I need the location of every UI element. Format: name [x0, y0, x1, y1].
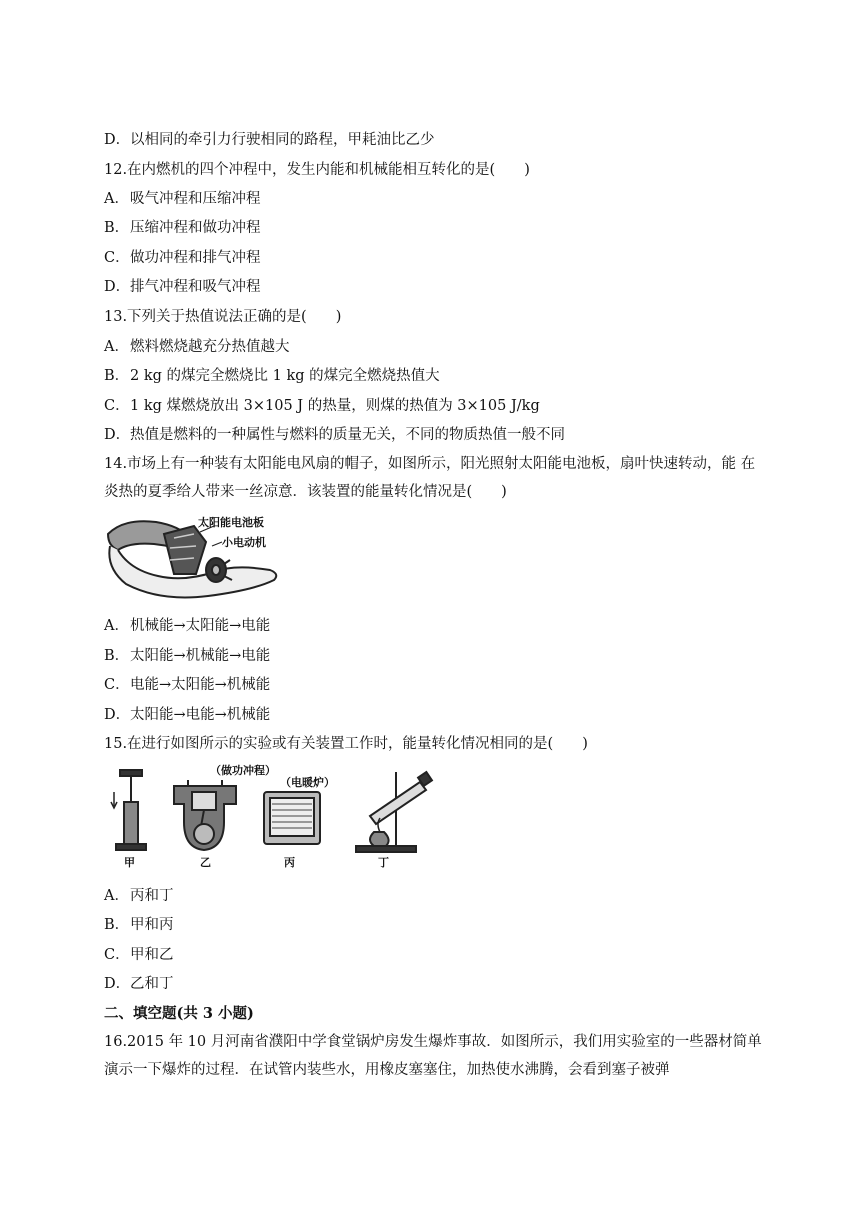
q15-option-a [104, 886, 174, 906]
option-letter: B． [104, 917, 130, 933]
option-text: 排气冲程和吸气冲程 [130, 279, 261, 295]
device-jia-pump [111, 770, 146, 850]
q15-option-c [104, 945, 174, 965]
option-text: 机械能→太阳能→电能 [130, 618, 271, 634]
section-heading: 二、填空题(共 3 小题) [104, 1005, 254, 1022]
option-letter: A． [104, 339, 129, 355]
option-text: 太阳能→电能→机械能 [130, 707, 271, 723]
option-text: 1 kg 煤燃烧放出 3×105 J 的热量，则煤的热值为 3×105 J/kg [130, 398, 540, 414]
option-text: 做功冲程和排气冲程 [130, 250, 261, 266]
device-yi-engine [174, 780, 236, 850]
q13-stem: 13.下列关于热值说法正确的是( ) [104, 309, 342, 325]
label-yi: 乙 [200, 856, 211, 869]
q16-text: 16.2015 年 10 月河南省濮阳中学食堂锅炉房发生爆炸事故．如图所示，我们用实验室的一些器材简单演示一下爆炸的过程．在试管内装些水，用橡皮塞塞住，加热使水沸腾，会看到塞子被弹 [104, 1034, 762, 1078]
q14-option-a [104, 616, 270, 636]
q14-option-b [104, 646, 270, 666]
option-text: 以相同的牵引力行驶相同的路程，甲耗油比乙少 [130, 132, 435, 148]
option-text: 电能→太阳能→机械能 [130, 677, 271, 693]
q14-option-c [104, 675, 270, 695]
option-text: 丙和丁 [130, 888, 174, 904]
label-jia: 甲 [124, 856, 135, 869]
option-letter: C． [104, 398, 130, 414]
q14-option-d [104, 705, 270, 725]
q12-option-b [104, 218, 261, 238]
label-ding: 丁 [378, 856, 389, 869]
q15-option-b [104, 915, 174, 935]
option-text: 甲和乙 [130, 947, 174, 963]
label-bing: 丙 [284, 856, 295, 869]
device-ding-test-tube [356, 772, 432, 852]
option-letter: C． [104, 947, 130, 963]
q12-option-a [104, 189, 261, 209]
option-text: 热值是燃料的一种属性与燃料的质量无关，不同的物质热值一般不同 [130, 427, 565, 443]
option-text: 吸气冲程和压缩冲程 [130, 191, 261, 207]
q12-option-d [104, 277, 261, 297]
option-text: 甲和丙 [130, 917, 174, 933]
option-letter: A． [104, 888, 129, 904]
option-letter: B． [104, 648, 130, 664]
option-letter: A． [104, 618, 129, 634]
q14-stem: 14.市场上有一种装有太阳能电风扇的帽子，如图所示，阳光照射太阳能电池板，扇叶快速转动，能 在炎热的夏季给人带来一丝凉意．该装置的能量转化情况是( ) [104, 456, 756, 500]
option-letter: D． [104, 707, 131, 723]
option-letter: C． [104, 250, 130, 266]
option-text: 燃料燃烧越充分热值越大 [130, 339, 290, 355]
option-text: 压缩冲程和做功冲程 [130, 220, 261, 236]
q15-stem: 15.在进行如图所示的实验或有关装置工作时，能量转化情况相同的是( ) [104, 736, 588, 752]
q15-option-d [104, 974, 174, 994]
energy-devices-figure [104, 762, 444, 876]
option-letter: D． [104, 279, 131, 295]
q12-stem: 12.在内燃机的四个冲程中，发生内能和机械能相互转化的是( ) [104, 162, 530, 178]
solar-fan-cap-figure [104, 512, 284, 604]
q11-option-d [104, 130, 435, 150]
q13-option-d [104, 425, 565, 445]
option-letter: C． [104, 677, 130, 693]
label-heater: （电暖炉） [280, 776, 335, 789]
label-power-stroke: （做功冲程） [210, 764, 276, 777]
q12-option-c [104, 248, 261, 268]
option-letter: D． [104, 976, 131, 992]
q13-option-a [104, 337, 290, 357]
option-text: 2 kg 的煤完全燃烧比 1 kg 的煤完全燃烧热值大 [130, 368, 440, 384]
option-text: 太阳能→机械能→电能 [130, 648, 271, 664]
label-small-motor: 小电动机 [222, 536, 266, 549]
option-text: 乙和丁 [130, 976, 174, 992]
option-letter: B． [104, 368, 130, 384]
q13-option-c [104, 396, 540, 416]
option-letter: D． [104, 427, 131, 443]
option-letter: A． [104, 191, 129, 207]
option-letter: D． [104, 132, 131, 148]
q13-option-b [104, 366, 440, 386]
label-solar-panel: 太阳能电池板 [198, 516, 264, 529]
option-letter: B． [104, 220, 130, 236]
device-bing-heater [264, 792, 320, 844]
cap-drawing [108, 521, 276, 597]
